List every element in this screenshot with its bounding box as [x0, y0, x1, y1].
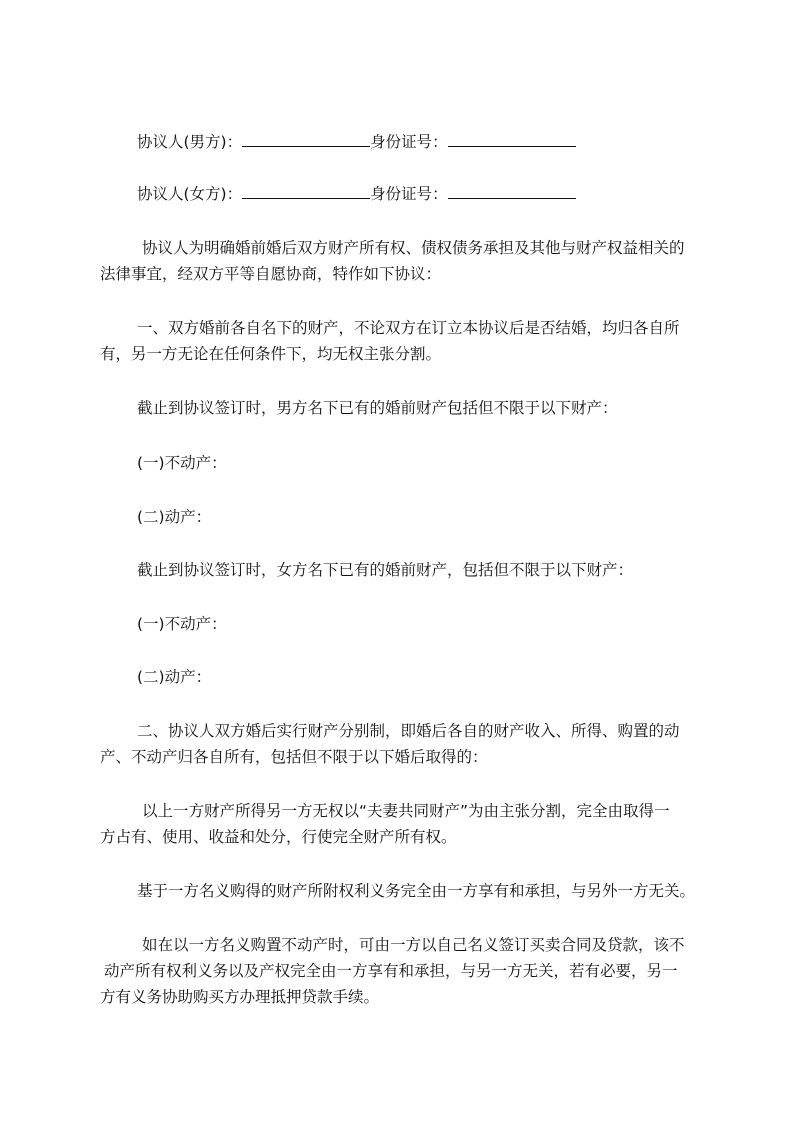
female-party-label: 协议人(女方)： — [137, 185, 243, 203]
female-id-label: 身份证号： — [370, 185, 448, 203]
male-party-line — [137, 132, 576, 152]
claim-line-2: 方占有、使用、收益和处分，行使完全财产所有权。 — [100, 828, 457, 846]
purchase-line-1: 如在以一方名义购置不动产时，可由一方以自己名义签订买卖合同及贷款，该不 — [142, 936, 685, 954]
article-2-line-2: 产、不动产归各自所有，包括但不限于以下婚后取得的： — [100, 748, 488, 766]
male-party-label: 协议人(男方)： — [137, 133, 243, 151]
male-movable-property: (二)动产： — [137, 508, 212, 526]
female-real-estate: (一)不动产： — [137, 615, 227, 633]
female-name-blank[interactable] — [242, 184, 370, 199]
male-id-label: 身份证号： — [370, 133, 448, 151]
article-2-line-1: 二、协议人双方婚后实行财产分别制，即婚后各自的财产收入、所得、购置的动 — [137, 722, 680, 740]
article-1-line-2: 有，另一方无论在任何条件下，均无权主张分割。 — [100, 345, 442, 363]
male-assets-intro: 截止到协议签订时，男方名下已有的婚前财产包括但不限于以下财产： — [137, 399, 618, 417]
claim-line-1: 以上一方财产所得另一方无权以“夫妻共同财产”为由主张分割，完全由取得一 — [142, 802, 670, 820]
purchase-line-3: 方有义务协助购买方办理抵押贷款手续。 — [100, 988, 380, 1006]
female-movable-property: (二)动产： — [137, 668, 212, 686]
intro-line-2: 法律事宜，经双方平等自愿协商，特作如下协议： — [100, 265, 442, 283]
male-real-estate: (一)不动产： — [137, 454, 227, 472]
female-assets-intro: 截止到协议签订时，女方名下已有的婚前财产，包括但不限于以下财产： — [137, 561, 634, 579]
purchase-line-2: 动产所有权利义务以及产权完全由一方享有和承担，与另一方无关，若有必要，另一 — [104, 962, 678, 980]
female-party-line — [137, 184, 576, 204]
intro-line-1: 协议人为明确婚前婚后双方财产所有权、债权债务承担及其他与财产权益相关的 — [142, 239, 685, 257]
female-id-blank[interactable] — [448, 184, 576, 199]
rights-paragraph: 基于一方名义购得的财产所附权利义务完全由一方享有和承担，与另外一方无关。 — [137, 882, 696, 900]
article-1-line-1: 一、双方婚前各自名下的财产，不论双方在订立本协议后是否结婚，均归各自所 — [137, 319, 680, 337]
male-name-blank[interactable] — [242, 132, 370, 147]
male-id-blank[interactable] — [448, 132, 576, 147]
